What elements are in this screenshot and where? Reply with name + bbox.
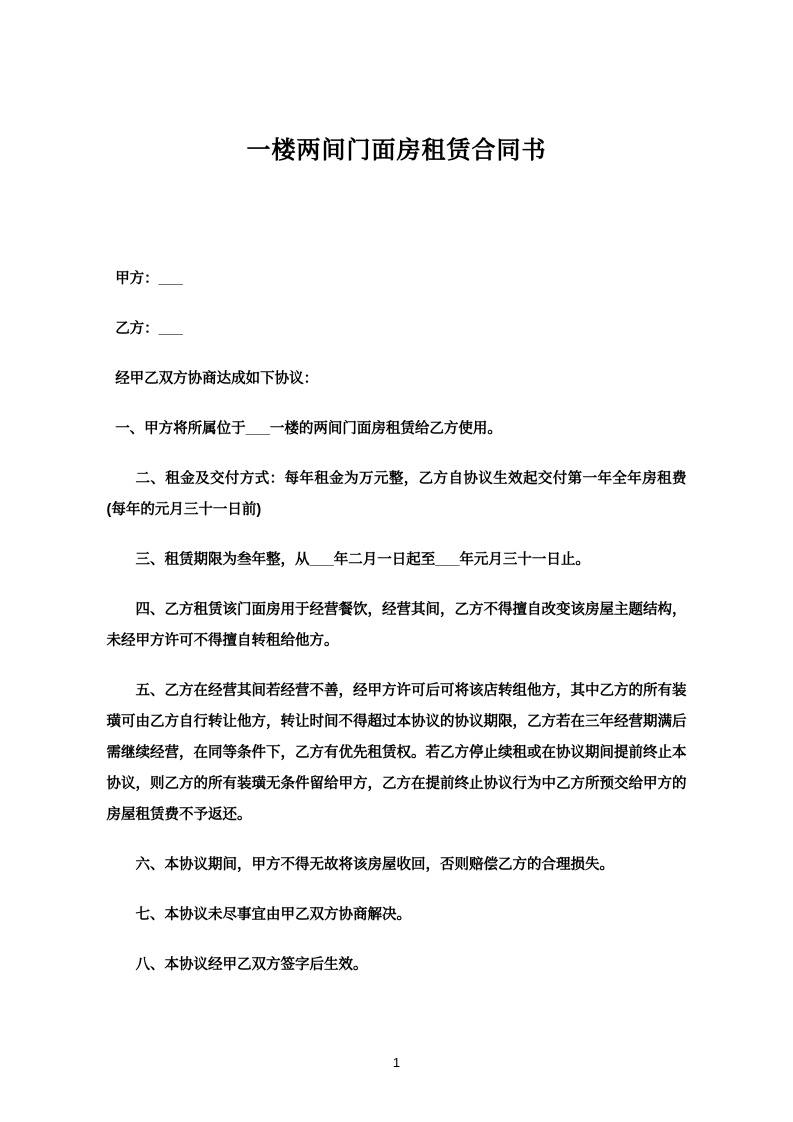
page-title: 一楼两间门面房租赁合同书	[246, 137, 547, 164]
paragraph-party-a: 甲方：___	[115, 271, 183, 287]
paragraph-clause-8: 八、本协议经甲乙双方签字后生效。	[135, 957, 368, 973]
paragraph-clause-4: 四、乙方租赁该门面房用于经营餐饮，经营其间，乙方不得擅自改变该房屋主题结构，未经甲方许可不得擅自转租给他方。	[106, 602, 687, 649]
paragraph-clause-3: 三、租赁期限为叁年整，从___年二月一日起至___年元月三十一日止。	[135, 552, 590, 568]
paragraph-clause-5: 五、乙方在经营其间若经营不善，经甲方许可后可将该店转组他方，其中乙方的所有装璜可由乙方自行转让他方，转让时间不得超过本协议的协议期限，乙方若在三年经营期满后需继续经营，在同等条件下，乙方有优先租赁权。若乙方停止续租或在协议期间提前终止本协议，则乙方的所有装璜无条件留给甲方，乙方在提前终止协议行为中乙方所预交给甲方的房屋租赁费不予返还。	[106, 683, 687, 823]
paragraph-clause-6: 六、本协议期间，甲方不得无故将该房屋收回，否则赔偿乙方的合理损失。	[135, 857, 614, 873]
page-number: 1	[392, 1055, 401, 1070]
document-body	[107, 168, 687, 981]
paragraph-party-b: 乙方：___	[115, 321, 183, 337]
paragraph-clause-7: 七、本协议未尽事宜由甲乙双方协商解决。	[135, 907, 411, 923]
paragraph-clause-1: 一、甲方将所属位于___一楼的两间门面房租赁给乙方使用。	[115, 421, 502, 437]
paragraph-clause-2: 二、租金及交付方式：每年租金为万元整，乙方自协议生效起交付第一年全年房租费(每年的元月三十一日前)	[106, 471, 687, 518]
paragraph-preamble: 经甲乙双方协商达成如下协议：	[115, 371, 319, 387]
